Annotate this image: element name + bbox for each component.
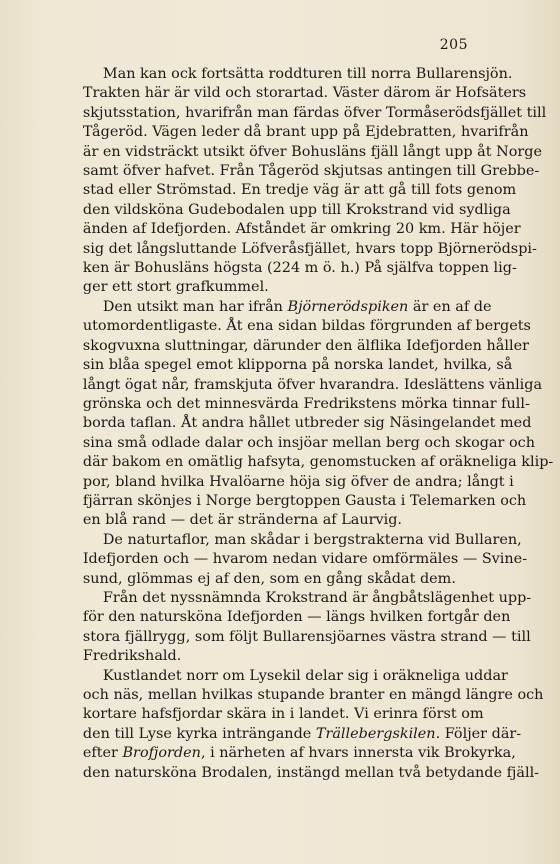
paragraph-4 [62, 589, 532, 667]
text-line: sina små odlade dalar och insjöar mellan berg och skogar och [82, 434, 535, 451]
text-line: samt öfver hafvet. Från Tågeröd skjutsas antingen till Grebbe- [82, 163, 540, 180]
text-line: Idefjorden och — hvarom nedan vidare omförmäles — Svine- [82, 551, 528, 568]
paragraph-5 [62, 667, 544, 783]
text-line: utomordentligaste. Åt ena sidan bildas förgrunden af bergets [82, 318, 531, 335]
text-line: por, bland hvilka Hvalöarne höja sig öfver de andra; långt i [82, 473, 514, 490]
text-line: sund, glömmas ej af den, som en gång skådat dem. [82, 570, 456, 587]
text-line: ger ett stort grafkummel. [82, 279, 269, 296]
text-line: Fredrikshald. [82, 648, 182, 665]
page-number: 205 [439, 37, 468, 53]
body-text [62, 65, 554, 783]
text-line: sin blåa spegel emot klipporna på norska landet, hvilka, så [82, 357, 513, 374]
paragraph-2 [62, 298, 554, 531]
text-line: De naturtaflor, man skådar i bergstrakterna vid Bullaren, [102, 531, 522, 548]
text-line: stad eller Strömstad. En tredje väg är att gå till fots genom [82, 182, 517, 199]
text-line: den natursköna Brodalen, instängd mellan två betydande fjäll- [82, 764, 540, 781]
text-line: Trakten här är vild och storartad. Väster därom är Hofsäters [82, 85, 527, 102]
text-line: där bakom en omätlig hafsyta, genomstucken af oräkneliga klip- [82, 454, 554, 471]
text-line: Tågeröd. Vägen leder då brant upp på Ejdebratten, hvarifrån [82, 124, 529, 141]
paragraph-3 [62, 531, 528, 589]
text-line: kortare hafsfjordar skära in i landet. Vi erinra först om [82, 706, 484, 723]
text-line: Den utsikt man har ifrån Björnerödspiken är en af de [102, 298, 492, 315]
text-line: och näs, mellan hvilkas stupande branter en mängd längre och [82, 687, 544, 703]
text-line: en blå rand — det är stränderna af Laurvig. [82, 512, 403, 529]
text-line: Från det nyssnämnda Krokstrand är ångbåtslägenhet upp- [102, 589, 532, 606]
text-line: den till Lyse kyrka inträngande Trällebergskilen. Följer där- [82, 725, 522, 742]
text-line: sig det långsluttande Löfveråsfjället, hvars topp Björnerödspi- [82, 240, 537, 257]
text-line: änden af Idefjorden. Afståndet är omkring 20 km. Här höjer [82, 221, 521, 238]
text-line: för den natursköna Idefjorden — längs hvilken fortgår den [82, 609, 511, 626]
text-line: den vildsköna Gudebodalen upp till Krokstrand vid sydliga [82, 201, 511, 218]
italic-name: Brofjorden [122, 745, 201, 762]
text-line: efter Brofjorden, i närheten af hvars innersta vik Brokyrka, [82, 745, 516, 762]
italic-name: Trällebergskilen [315, 725, 436, 742]
text-line: borda taflan. Åt andra hållet utbreder sig Näsingelandet med [82, 415, 532, 432]
paragraph-1 [62, 65, 547, 298]
text-line: är en vidsträckt utsikt öfver Bohusläns fjäll långt upp åt Norge [82, 143, 542, 160]
text-line: Kustlandet norr om Lysekil delar sig i oräkneliga uddar [102, 667, 508, 684]
text-line: skogvuxna sluttningar, därunder den älflika Idefjorden håller [82, 337, 529, 354]
italic-name: Björnerödspiken [287, 298, 409, 315]
text-line: långt ögat når, framskjuta öfver hvarandra. Ideslättens vänliga [82, 376, 543, 393]
text-line: Man kan ock fortsätta roddturen till norra Bullarensjön. [102, 66, 513, 82]
text-line: fjärran skönjes i Norge bergtoppen Gausta i Telemarken och [82, 492, 527, 509]
text-line: skjutsstation, hvarifrån man färdas öfver Tormåserödsfjället till [82, 104, 547, 121]
text-line: ken är Bohusläns högsta (224 m ö. h.) På själfva toppen lig- [82, 260, 517, 277]
text-line: stora fjällrygg, som följt Bullarensjöarnes västra strand — till [82, 628, 531, 645]
text-line: grönska och det minnesvärda Fredrikstens mörka tinnar full- [82, 395, 530, 412]
